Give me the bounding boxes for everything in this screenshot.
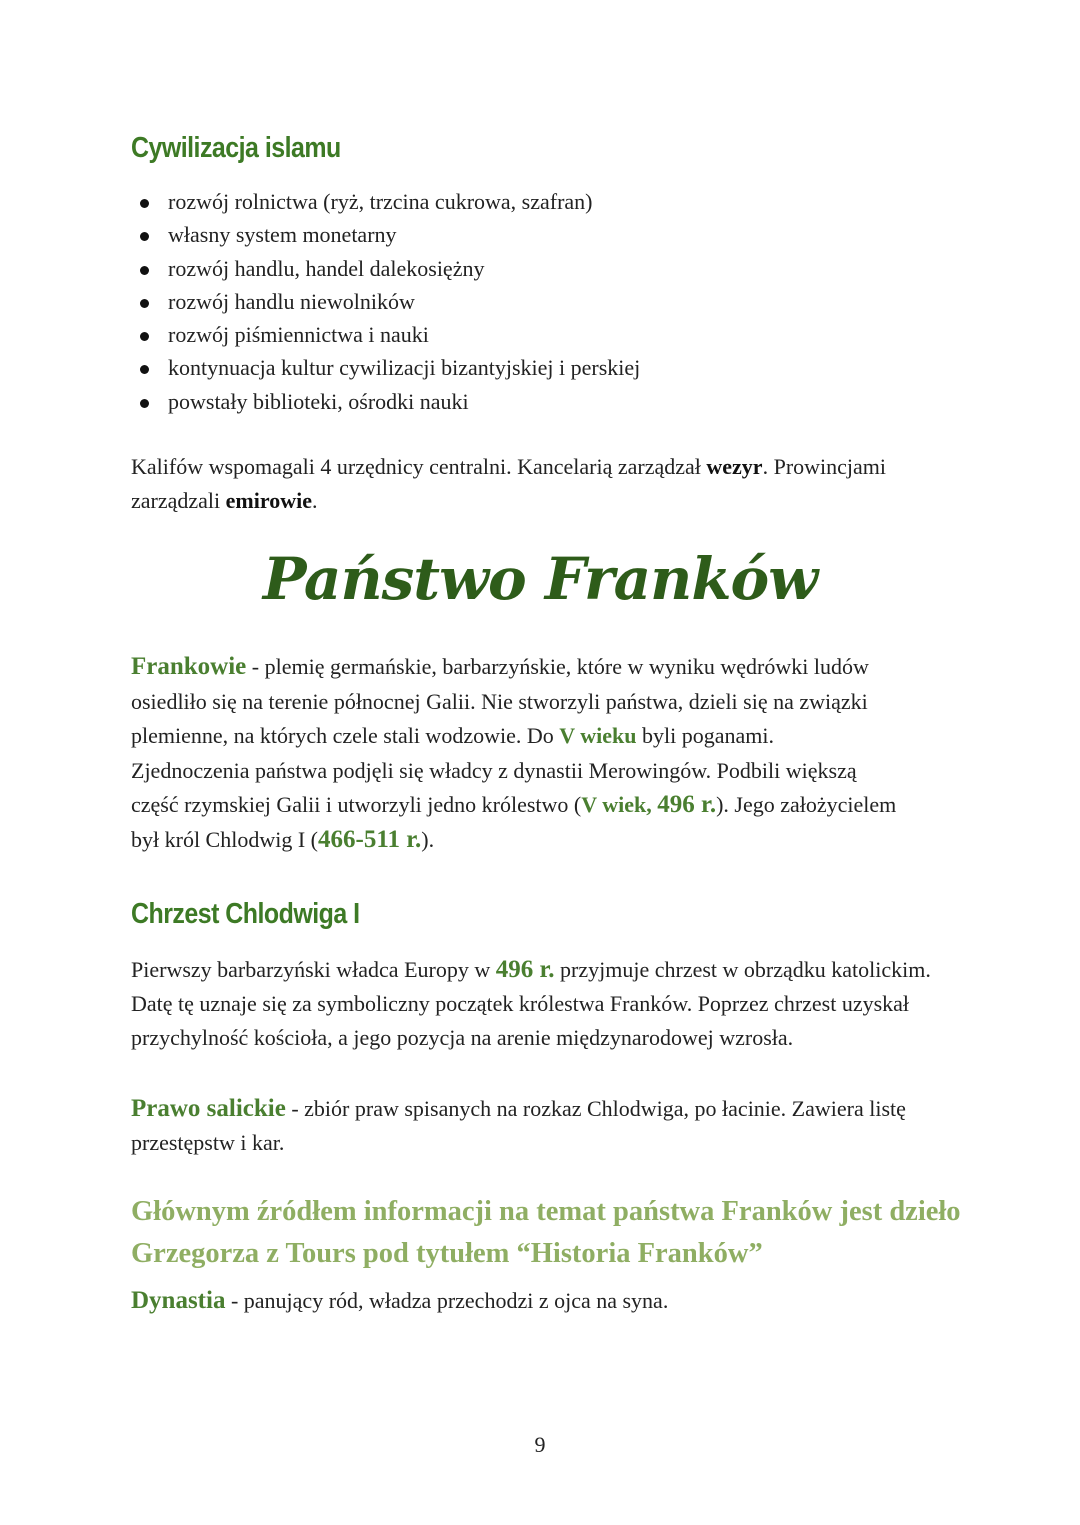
bullet-dot-icon <box>140 199 149 208</box>
bullet-list-islam <box>131 185 640 418</box>
bullet-dot-icon <box>140 299 149 308</box>
paragraph-chrzest: Pierwszy barbarzyński władca Europy w 496 r. przyjmuje chrzest w obrządku katolickim. Datę tę uznaje się za symboliczny początek królestwa Franków. Poprzez chrzest uzyskał przychylność kościoła, a jego pozycja na arenie międzynarodowej wzrosła. <box>131 956 931 1050</box>
paragraph-frankowie: Frankowie - plemię germańskie, barbarzyńskie, które w wyniku wędrówki ludów osiedliło się na terenie północnej Galii. Nie stworzyli państwa, dzieli się na związki plemienne, na których czele stali wodzowie. Do V wieku byli poganami. Zjednoczenia państwa podjęli się władcy z dynastii Merowingów. Podbili większą część rzymskiej Galii i utworzyli jedno królestwo (V wiek, 496 r.). Jego założycielem był król Chlodwig I (466-511 r.). <box>131 653 897 853</box>
list-item: własny system monetarny <box>131 218 640 251</box>
section-heading-chrzest: Chrzest Chlodwiga I <box>131 898 360 930</box>
paragraph-dynastia: Dynastia - panujący ród, władza przechodzi z ojca na syna. <box>131 1287 669 1314</box>
bullet-dot-icon <box>140 399 149 408</box>
highlighted-note: Głównym źródłem informacji na temat państwa Franków jest dzieło Grzegorza z Tours pod tytułem “Historia Franków” <box>131 1196 961 1269</box>
list-item: rozwój handlu niewolników <box>131 285 640 318</box>
highlight-v-wieku: V wieku <box>559 723 637 748</box>
list-item: rozwój rolnictwa (ryż, trzcina cukrowa, szafran) <box>131 185 640 218</box>
highlight-years-466-511: 466-511 r. <box>318 825 422 853</box>
paragraph-kalifowie: Kalifów wspomagali 4 urzędnicy centralni. Kancelarią zarządzał wezyr. Prowincjami zarządzali emirowie. <box>131 454 887 513</box>
bullet-dot-icon <box>140 266 149 275</box>
term-wezyr: wezyr <box>706 454 763 479</box>
highlight-year-496: 496 r. <box>657 791 717 818</box>
bullet-dot-icon <box>140 332 149 341</box>
section-heading-islam: Cywilizacja islamu <box>131 132 341 164</box>
term-dynastia: Dynastia <box>131 1287 226 1314</box>
term-emirowie: emirowie <box>225 488 312 513</box>
page-number: 9 <box>534 1432 546 1457</box>
list-item: kontynuacja kultur cywilizacji bizantyjskiej i perskiej <box>131 351 640 384</box>
paragraph-prawo-salickie: Prawo salickie - zbiór praw spisanych na rozkaz Chlodwiga, po łacinie. Zawiera listę przestępstw i kar. <box>131 1095 906 1155</box>
list-item: rozwój piśmiennictwa i nauki <box>131 318 640 351</box>
highlight-year-496: 496 r. <box>495 956 555 983</box>
term-prawo-salickie: Prawo salickie <box>131 1095 286 1122</box>
bullet-dot-icon <box>140 365 149 374</box>
bullet-dot-icon <box>140 232 149 241</box>
page-title: Państwo Franków <box>262 545 818 613</box>
highlight-v-wiek: V wiek <box>581 792 647 817</box>
list-item: rozwój handlu, handel dalekosiężny <box>131 252 640 285</box>
term-frankowie: Frankowie <box>131 653 247 680</box>
list-item: powstały biblioteki, ośrodki nauki <box>131 385 640 418</box>
